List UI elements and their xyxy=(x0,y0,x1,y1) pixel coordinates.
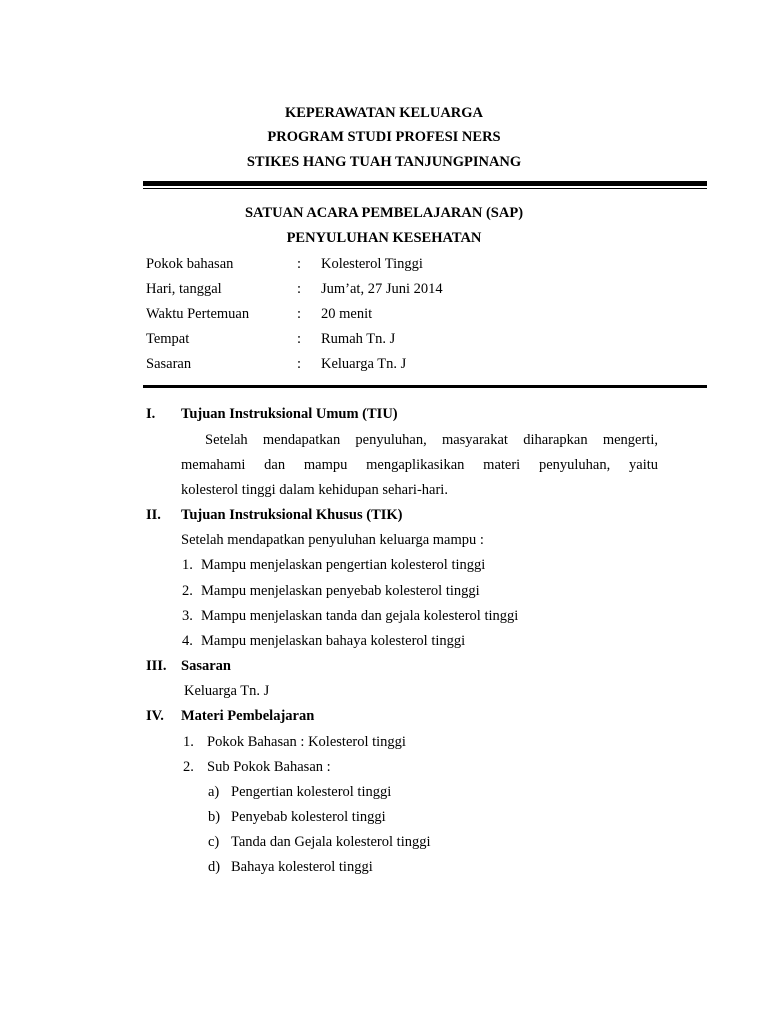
info-value: Keluarga Tn. J xyxy=(321,356,407,372)
header-line-1: KEPERAWATAN KELUARGA xyxy=(284,105,484,121)
list-item: Mampu menjelaskan pengertian kolesterol tinggi xyxy=(201,557,486,573)
info-label: Hari, tanggal xyxy=(146,281,222,297)
list-number: 1. xyxy=(183,734,194,750)
sublist-letter: a) xyxy=(208,784,220,800)
section-number: IV. xyxy=(146,708,164,724)
info-label: Waktu Pertemuan xyxy=(146,306,250,322)
section-heading: Sasaran xyxy=(181,658,231,674)
list-item: Sub Pokok Bahasan : xyxy=(207,759,331,775)
info-value: Jum’at, 27 Juni 2014 xyxy=(321,281,443,297)
section-number: I. xyxy=(146,406,156,422)
info-value: 20 menit xyxy=(321,306,373,322)
section-number: III. xyxy=(146,658,167,674)
section-heading: Tujuan Instruksional Khusus (TIK) xyxy=(181,507,403,523)
sublist-item: Pengertian kolesterol tinggi xyxy=(231,784,392,800)
list-item: Pokok Bahasan : Kolesterol tinggi xyxy=(207,734,406,750)
list-number: 3. xyxy=(182,608,193,624)
header-line-2: PROGRAM STUDI PROFESI NERS xyxy=(267,129,501,145)
header-line-3: STIKES HANG TUAH TANJUNGPINANG xyxy=(246,154,522,170)
list-number: 2. xyxy=(182,583,193,599)
paragraph-line: Setelah mendapatkan penyuluhan, masyarakat diharapkan mengerti, xyxy=(205,432,658,448)
list-number: 1. xyxy=(182,557,193,573)
info-separator: : xyxy=(297,306,302,322)
list-number: 4. xyxy=(182,633,193,649)
paragraph-line: memahami dan mampu mengaplikasikan materi penyuluhan, yaitu xyxy=(181,457,658,473)
list-item: Mampu menjelaskan bahaya kolesterol tinggi xyxy=(201,633,466,649)
section-number: II. xyxy=(146,507,161,523)
sublist-item: Tanda dan Gejala kolesterol tinggi xyxy=(231,834,431,850)
info-rule xyxy=(143,385,707,388)
section-intro: Setelah mendapatkan penyuluhan keluarga mampu : xyxy=(181,532,484,548)
list-number: 2. xyxy=(183,759,194,775)
header-rule-thin xyxy=(143,188,707,189)
doc-title-line-1: SATUAN ACARA PEMBELAJARAN (SAP) xyxy=(244,205,524,221)
list-item: Mampu menjelaskan penyebab kolesterol tinggi xyxy=(201,583,480,599)
sublist-item: Penyebab kolesterol tinggi xyxy=(231,809,386,825)
info-value: Kolesterol Tinggi xyxy=(321,256,423,272)
sublist-letter: c) xyxy=(208,834,220,850)
info-separator: : xyxy=(297,281,302,297)
section-heading: Materi Pembelajaran xyxy=(181,708,315,724)
paragraph-line: kolesterol tinggi dalam kehidupan sehari-hari. xyxy=(181,482,448,498)
header-rule-thick xyxy=(143,181,707,186)
info-separator: : xyxy=(297,356,302,372)
info-label: Tempat xyxy=(146,331,190,347)
info-separator: : xyxy=(297,331,302,347)
list-item: Mampu menjelaskan tanda dan gejala kolesterol tinggi xyxy=(201,608,519,624)
sublist-item: Bahaya kolesterol tinggi xyxy=(231,859,373,875)
info-label: Pokok bahasan xyxy=(146,256,234,272)
sublist-letter: d) xyxy=(208,859,221,875)
info-label: Sasaran xyxy=(146,356,192,372)
sublist-letter: b) xyxy=(208,809,221,825)
info-value: Rumah Tn. J xyxy=(321,331,396,347)
section-body: Keluarga Tn. J xyxy=(184,683,270,699)
section-heading: Tujuan Instruksional Umum (TIU) xyxy=(181,406,398,422)
doc-title-line-2: PENYULUHAN KESEHATAN xyxy=(286,230,482,246)
info-separator: : xyxy=(297,256,302,272)
